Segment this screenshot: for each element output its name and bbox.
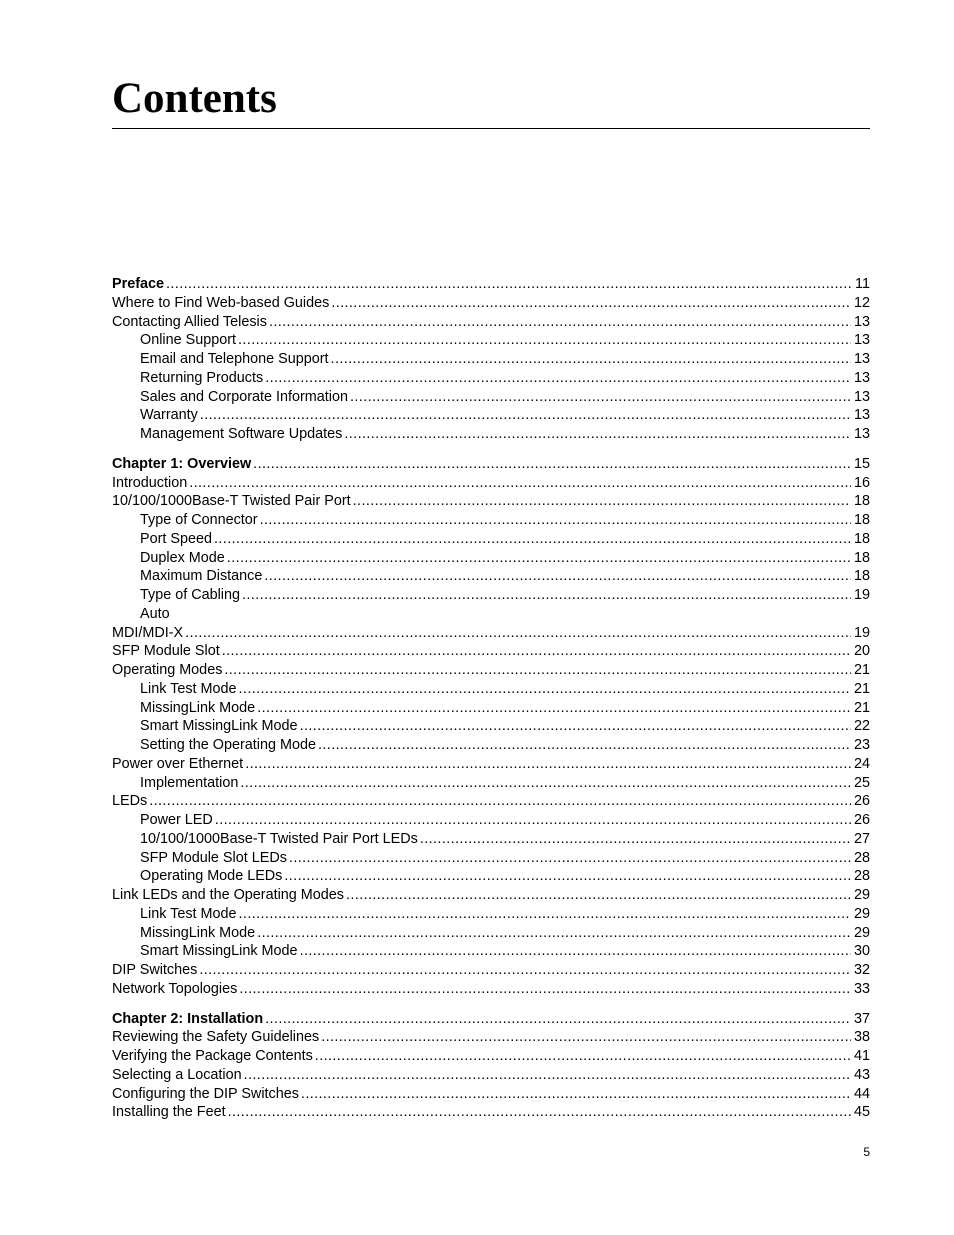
dot-leader xyxy=(284,867,851,886)
toc-entry-page: 37 xyxy=(853,1010,870,1027)
dot-leader xyxy=(239,905,851,924)
toc-entry[interactable] xyxy=(112,624,870,643)
page-title: Contents xyxy=(112,75,277,122)
toc-entry[interactable] xyxy=(112,830,870,849)
toc-entry-title: Configuring the DIP Switches xyxy=(112,1085,299,1102)
toc-chapter-entry[interactable] xyxy=(112,1010,870,1029)
toc-entry-title: Management Software Updates xyxy=(140,426,343,442)
toc-entry-page: 18 xyxy=(853,512,870,528)
dot-leader xyxy=(166,275,852,294)
toc-entry[interactable] xyxy=(112,1085,870,1104)
toc-entry-title: Returning Products xyxy=(140,369,264,386)
dot-leader xyxy=(244,1066,851,1085)
toc-entry[interactable] xyxy=(112,961,870,980)
toc-entry[interactable] xyxy=(112,886,870,905)
dot-leader xyxy=(301,1085,851,1104)
toc-entry-page: 26 xyxy=(853,793,870,810)
toc-entry-page: 19 xyxy=(853,587,870,603)
dot-leader xyxy=(344,425,851,444)
toc-entry[interactable] xyxy=(112,474,870,493)
toc-entry-page: 29 xyxy=(853,887,870,903)
dot-leader xyxy=(245,755,851,774)
toc-entry-page: 32 xyxy=(853,962,870,978)
dot-leader xyxy=(300,942,851,961)
toc-entry-page: 27 xyxy=(853,830,870,847)
toc-entry-page: 21 xyxy=(853,699,870,716)
dot-leader xyxy=(149,792,851,811)
toc-entry[interactable] xyxy=(112,661,870,680)
toc-entry-title: Operating Mode LEDs xyxy=(140,868,283,885)
toc-entry-title: SFP Module Slot LEDs xyxy=(140,849,287,866)
toc-entry-title: Auto xyxy=(140,605,170,622)
toc-entry-page: 13 xyxy=(853,388,870,405)
toc-entry-page: 29 xyxy=(853,905,870,922)
toc-entry-page: 18 xyxy=(853,530,870,547)
toc-entry[interactable] xyxy=(112,924,870,943)
toc-entry-title: MissingLink Mode xyxy=(140,924,256,941)
toc-entry-title: Smart MissingLink Mode xyxy=(140,943,298,960)
toc-entry-title: Installing the Feet xyxy=(112,1104,226,1121)
toc-entry-title: MDI/MDI-X xyxy=(112,624,184,641)
toc-entry[interactable] xyxy=(112,792,870,811)
toc-entry-page: 18 xyxy=(853,493,870,510)
toc-entry[interactable] xyxy=(112,849,870,868)
toc-entry[interactable] xyxy=(112,980,870,999)
toc-entry[interactable] xyxy=(112,699,870,718)
toc-entry[interactable] xyxy=(112,867,870,886)
toc-entry-title: Link Test Mode xyxy=(140,905,237,922)
toc-entry[interactable] xyxy=(112,774,870,793)
toc-entry-page: 15 xyxy=(853,455,870,472)
dot-leader xyxy=(264,567,851,586)
toc-entry-title: Setting the Operating Mode xyxy=(140,737,316,753)
toc-entry-page: 12 xyxy=(853,294,870,311)
toc-entry-page: 23 xyxy=(853,737,870,753)
toc-entry-page: 13 xyxy=(853,313,870,330)
toc-entry-title: Power over Ethernet xyxy=(112,755,244,772)
dot-leader xyxy=(265,369,851,388)
toc-entry-page: 24 xyxy=(853,755,870,772)
toc-chapter-entry[interactable] xyxy=(112,275,870,294)
dot-leader xyxy=(228,1103,851,1122)
dot-leader xyxy=(200,406,851,425)
dot-leader xyxy=(199,961,851,980)
toc-entry-page: 18 xyxy=(853,568,870,585)
dot-leader xyxy=(257,924,851,943)
toc-entry-title: Network Topologies xyxy=(112,980,238,997)
dot-leader xyxy=(265,1010,851,1029)
toc-entry[interactable] xyxy=(112,350,870,369)
toc-entry-title: Where to Find Web-based Guides xyxy=(112,294,330,311)
toc-entry-title: Link Test Mode xyxy=(140,680,237,697)
toc-entry[interactable] xyxy=(112,511,870,530)
toc-entry-page: 11 xyxy=(855,276,870,292)
toc-entry[interactable] xyxy=(112,1103,870,1122)
toc-entry[interactable] xyxy=(112,549,870,568)
dot-leader xyxy=(318,736,851,755)
dot-leader xyxy=(420,830,851,849)
toc-entry[interactable] xyxy=(112,388,870,407)
title-rule xyxy=(112,128,870,129)
toc-entry-title: MissingLink Mode xyxy=(140,699,256,716)
toc-entry-title: Type of Connector xyxy=(140,512,258,528)
toc-entry-page: 13 xyxy=(853,426,870,442)
dot-leader xyxy=(238,331,851,350)
toc-entry-title: Operating Modes xyxy=(112,662,223,678)
toc-entry-page: 33 xyxy=(853,980,870,997)
dot-leader xyxy=(260,511,851,530)
toc-entry-page: 16 xyxy=(853,474,870,491)
toc-entry[interactable] xyxy=(112,811,870,830)
dot-leader xyxy=(350,388,851,407)
dot-leader xyxy=(331,294,851,313)
toc-entry-page: 44 xyxy=(853,1085,870,1102)
toc-entry[interactable] xyxy=(112,736,870,755)
toc-entry[interactable] xyxy=(112,331,870,350)
toc-entry[interactable] xyxy=(112,680,870,699)
page-number: 5 xyxy=(863,1145,870,1159)
dot-leader xyxy=(214,530,851,549)
toc-entry-title: Introduction xyxy=(112,474,188,491)
toc-entry-title: Power LED xyxy=(140,812,213,828)
toc-entry[interactable] xyxy=(112,755,870,774)
toc-entry-page: 25 xyxy=(853,774,870,791)
dot-leader xyxy=(240,774,851,793)
toc-entry-title: 10/100/1000Base-T Twisted Pair Port xyxy=(112,493,351,510)
toc-entry-title: Smart MissingLink Mode xyxy=(140,718,298,735)
toc-entry-page: 21 xyxy=(853,662,870,678)
toc-entry-page: 13 xyxy=(853,369,870,386)
toc-entry-title: DIP Switches xyxy=(112,962,198,978)
toc-entry[interactable] xyxy=(112,717,870,736)
toc-entry-page: 19 xyxy=(853,624,870,641)
toc-entry[interactable] xyxy=(112,313,870,332)
toc-entry[interactable] xyxy=(112,492,870,511)
toc-entry-title: 10/100/1000Base-T Twisted Pair Port LEDs xyxy=(140,830,418,847)
toc-entry-title: Chapter 2: Installation xyxy=(112,1010,264,1027)
toc-entry[interactable] xyxy=(112,567,870,586)
dot-leader xyxy=(239,680,851,699)
toc-entry-title: Type of Cabling xyxy=(140,587,240,603)
toc-entry-page: 28 xyxy=(853,868,870,885)
toc-entry-page: 22 xyxy=(853,718,870,735)
toc-entry-title: Chapter 1: Overview xyxy=(112,455,252,472)
toc-entry-title: Reviewing the Safety Guidelines xyxy=(112,1029,320,1046)
dot-leader xyxy=(315,1047,851,1066)
dot-leader xyxy=(222,642,851,661)
toc-entry-title: Maximum Distance xyxy=(140,568,263,585)
toc-entry-title: Port Speed xyxy=(140,530,213,547)
toc-entry-page: 30 xyxy=(853,943,870,960)
toc-entry[interactable] xyxy=(112,1066,870,1085)
dot-leader xyxy=(215,811,851,830)
dot-leader xyxy=(189,474,851,493)
toc-entry-title: Preface xyxy=(112,276,165,292)
toc-entry[interactable] xyxy=(112,605,870,624)
toc-entry-title: Online Support xyxy=(140,332,236,349)
dot-leader xyxy=(185,624,851,643)
dot-leader xyxy=(242,586,851,605)
toc-entry[interactable] xyxy=(112,530,870,549)
toc-entry-title: Warranty xyxy=(140,407,198,424)
toc-entry-page: 18 xyxy=(853,549,870,566)
dot-leader xyxy=(321,1028,851,1047)
toc-entry-page: 13 xyxy=(853,407,870,424)
dot-leader xyxy=(289,849,851,868)
toc-entry-title: Contacting Allied Telesis xyxy=(112,313,267,330)
toc-entry-page: 26 xyxy=(853,812,870,828)
toc-entry-title: Sales and Corporate Information xyxy=(140,388,348,405)
toc-entry[interactable] xyxy=(112,425,870,444)
toc-chapter-entry[interactable] xyxy=(112,455,870,474)
toc-entry-title: Duplex Mode xyxy=(140,549,225,566)
toc-entry-page: 29 xyxy=(853,924,870,941)
dot-leader xyxy=(346,886,851,905)
toc-entry[interactable] xyxy=(112,369,870,388)
dot-leader xyxy=(239,980,851,999)
toc-entry-page: 45 xyxy=(853,1104,870,1121)
table-of-contents xyxy=(112,275,870,1122)
toc-entry[interactable] xyxy=(112,942,870,961)
toc-entry[interactable] xyxy=(112,905,870,924)
toc-entry-page: 21 xyxy=(853,680,870,697)
toc-entry-page: 20 xyxy=(853,643,870,660)
toc-entry-title: Implementation xyxy=(140,774,239,791)
toc-entry[interactable] xyxy=(112,586,870,605)
toc-entry-title: LEDs xyxy=(112,793,148,810)
toc-entry-page: 43 xyxy=(853,1066,870,1083)
toc-entry[interactable] xyxy=(112,642,870,661)
dot-leader xyxy=(227,549,851,568)
toc-entry[interactable] xyxy=(112,406,870,425)
toc-entry-page: 28 xyxy=(853,849,870,866)
dot-leader xyxy=(224,661,851,680)
toc-entry-page: 38 xyxy=(853,1029,870,1046)
toc-entry[interactable] xyxy=(112,1028,870,1047)
toc-entry-title: Verifying the Package Contents xyxy=(112,1048,313,1064)
toc-entry[interactable] xyxy=(112,1047,870,1066)
toc-entry-title: Email and Telephone Support xyxy=(140,351,329,367)
dot-leader xyxy=(253,455,851,474)
toc-entry-page: 41 xyxy=(853,1048,870,1064)
toc-entry-page: 13 xyxy=(853,351,870,367)
toc-entry-title: Link LEDs and the Operating Modes xyxy=(112,887,344,903)
dot-leader xyxy=(331,350,851,369)
dot-leader xyxy=(269,313,851,332)
dot-leader xyxy=(300,717,851,736)
toc-entry-page: 13 xyxy=(853,332,870,349)
dot-leader xyxy=(257,699,851,718)
dot-leader xyxy=(353,492,851,511)
toc-entry[interactable] xyxy=(112,294,870,313)
toc-entry-title: SFP Module Slot xyxy=(112,643,220,660)
toc-entry-title: Selecting a Location xyxy=(112,1066,242,1083)
